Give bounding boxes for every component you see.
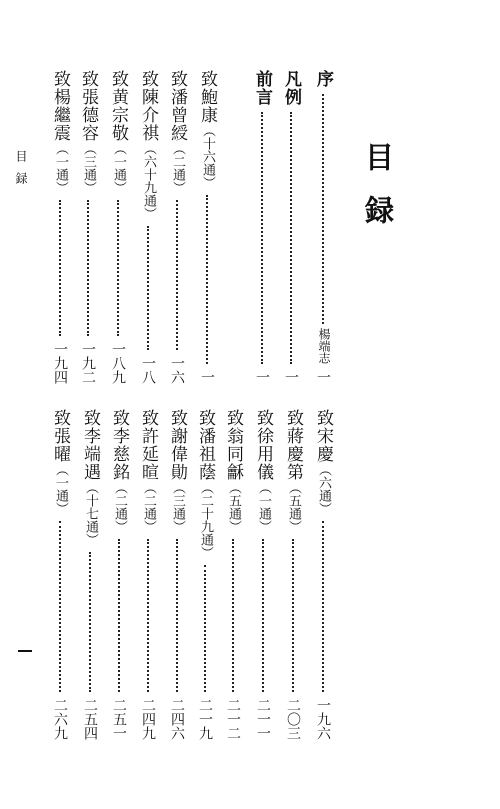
leader-dots — [147, 226, 149, 350]
toc-entry-label — [79, 409, 101, 546]
toc-entry-title: 致張德容 — [78, 70, 98, 142]
toc-entry-letter-count: （六通） — [316, 463, 331, 515]
toc-entry-label — [137, 409, 159, 533]
toc-entry-label — [107, 70, 129, 194]
leader-dots — [89, 552, 91, 692]
toc-entry — [312, 409, 334, 740]
toc-entry — [222, 409, 244, 740]
toc-entry — [137, 70, 159, 384]
toc-entry-page-number: 二五四 — [82, 698, 98, 740]
folio — [18, 650, 32, 652]
leader-dots — [290, 112, 292, 364]
leader-dots — [262, 539, 264, 692]
toc-entry-letter-count: （三通） — [81, 142, 96, 194]
toc-entry-label — [137, 70, 159, 220]
toc-entry-title: 前言 — [252, 70, 272, 106]
leader-dots — [322, 94, 324, 324]
toc-entry — [251, 70, 273, 384]
toc-entry-page-number: 二一一 — [255, 698, 271, 740]
toc-entry-letter-count: （五通） — [286, 481, 301, 533]
toc-entry-label — [49, 70, 71, 194]
toc-entry-letter-count: （二通） — [112, 481, 127, 533]
toc-entry — [166, 409, 188, 740]
toc-entry-page-number: 二一二 — [225, 698, 241, 740]
toc-entry-letter-count: （二通） — [170, 142, 185, 194]
leader-dots — [176, 200, 178, 350]
toc-entry-label — [108, 409, 130, 533]
toc-entry-page-number: 二四六 — [169, 698, 185, 740]
toc-entry-page-number: 一 — [283, 370, 299, 384]
leader-dots — [206, 195, 208, 364]
toc-entry-label — [194, 409, 216, 559]
toc-entry-label — [222, 409, 244, 533]
toc-entry-title: 致陳介祺 — [138, 70, 158, 142]
toc-entry-letter-count: （一通） — [53, 463, 68, 515]
toc-entry-title: 凡例 — [281, 70, 301, 106]
toc-entry — [280, 70, 302, 384]
toc-entry-title: 致許延暄 — [138, 409, 158, 481]
leader-dots — [232, 539, 234, 692]
toc-entry-page-number: 一九四 — [52, 342, 68, 384]
toc-entry-label — [251, 70, 273, 106]
toc-entry-page-number: 一八九 — [110, 342, 126, 384]
toc-entry — [196, 70, 218, 384]
toc-entry-label — [312, 409, 334, 515]
leader-dots — [118, 539, 120, 692]
toc-entry-page-number: 二六九 — [52, 698, 68, 740]
toc-entry-page-number: 二一九 — [197, 698, 213, 740]
toc-entry — [108, 409, 130, 740]
toc-entry-title: 致潘祖蔭 — [195, 409, 215, 481]
toc-entry-page-number: 二〇三 — [285, 698, 301, 740]
leader-dots — [292, 539, 294, 692]
toc-entry — [49, 70, 71, 384]
toc-entry-title: 致鮑康 — [197, 70, 217, 124]
toc-entry-label — [252, 409, 274, 533]
toc-entry — [194, 409, 216, 740]
leader-dots — [322, 521, 324, 692]
toc-entry-letter-count: （十六通） — [200, 124, 215, 189]
leader-dots — [59, 521, 61, 692]
toc-entry — [166, 70, 188, 384]
toc-entry — [252, 409, 274, 740]
toc-entry-letter-count: （二十九通） — [198, 481, 213, 559]
leader-dots — [87, 200, 89, 336]
toc-entry-title: 致李慈銘 — [109, 409, 129, 481]
toc-entry-page-number: 一 — [199, 370, 215, 384]
toc-entry — [107, 70, 129, 384]
leader-dots — [117, 200, 119, 336]
toc-entry-label — [166, 409, 188, 533]
toc-entry — [312, 70, 334, 384]
toc-entry-title: 致楊繼震 — [50, 70, 70, 142]
toc-entry-page-number: 一九六 — [315, 698, 331, 740]
leader-dots — [147, 539, 149, 692]
toc-entry-title: 致徐用儀 — [253, 409, 273, 481]
toc-entry-page-number: 二五一 — [111, 698, 127, 740]
toc-entry — [49, 409, 71, 740]
toc-entry-title: 致翁同龢 — [223, 409, 243, 481]
toc-entry-title: 序 — [313, 70, 333, 88]
leader-dots — [59, 200, 61, 336]
running-head: 目録 — [14, 150, 28, 194]
toc-entry-title: 致李端遇 — [80, 409, 100, 481]
toc-entry-label — [77, 70, 99, 194]
leader-dots — [176, 539, 178, 692]
toc-entry-page-number: 一 — [315, 370, 331, 384]
toc-entry-letter-count: （一通） — [256, 481, 271, 533]
toc-entry-label — [282, 409, 304, 533]
toc-entry-title: 致潘曾綬 — [167, 70, 187, 142]
toc-entry-title: 致宋慶 — [313, 409, 333, 463]
toc-entry-label — [166, 70, 188, 194]
toc-entry-author: 楊端志 — [317, 328, 331, 364]
toc-entry-page-number: 二四九 — [140, 698, 156, 740]
toc-entry — [137, 409, 159, 740]
leader-dots — [204, 565, 206, 692]
toc-entry-title: 致謝偉勛 — [167, 409, 187, 481]
page-title: 目録 — [361, 142, 395, 248]
toc-entry — [77, 70, 99, 384]
toc-entry-letter-count: （六十九通） — [141, 142, 156, 220]
toc-entry-title: 致張曜 — [50, 409, 70, 463]
toc-entry-letter-count: （十七通） — [83, 481, 98, 546]
toc-entry-title: 致蔣慶第 — [283, 409, 303, 481]
toc-entry-letter-count: （二通） — [141, 481, 156, 533]
toc-entry-page-number: 一 — [254, 370, 270, 384]
toc-entry-page-number: 一六 — [169, 356, 185, 384]
toc-entry-label — [280, 70, 302, 106]
toc-entry-letter-count: （五通） — [226, 481, 241, 533]
toc-entry-label — [312, 70, 334, 88]
toc-entry-page-number: 一九二 — [80, 342, 96, 384]
toc-entry-letter-count: （一通） — [53, 142, 68, 194]
toc-entry-label — [196, 70, 218, 189]
toc-entry — [79, 409, 101, 740]
toc-entry-title: 致黄宗敬 — [108, 70, 128, 142]
toc-entry-letter-count: （一通） — [111, 142, 126, 194]
toc-entry-page-number: 一八 — [140, 356, 156, 384]
toc-entry-label — [49, 409, 71, 515]
leader-dots — [261, 112, 263, 364]
toc-entry-letter-count: （三通） — [170, 481, 185, 533]
toc-entry — [282, 409, 304, 740]
